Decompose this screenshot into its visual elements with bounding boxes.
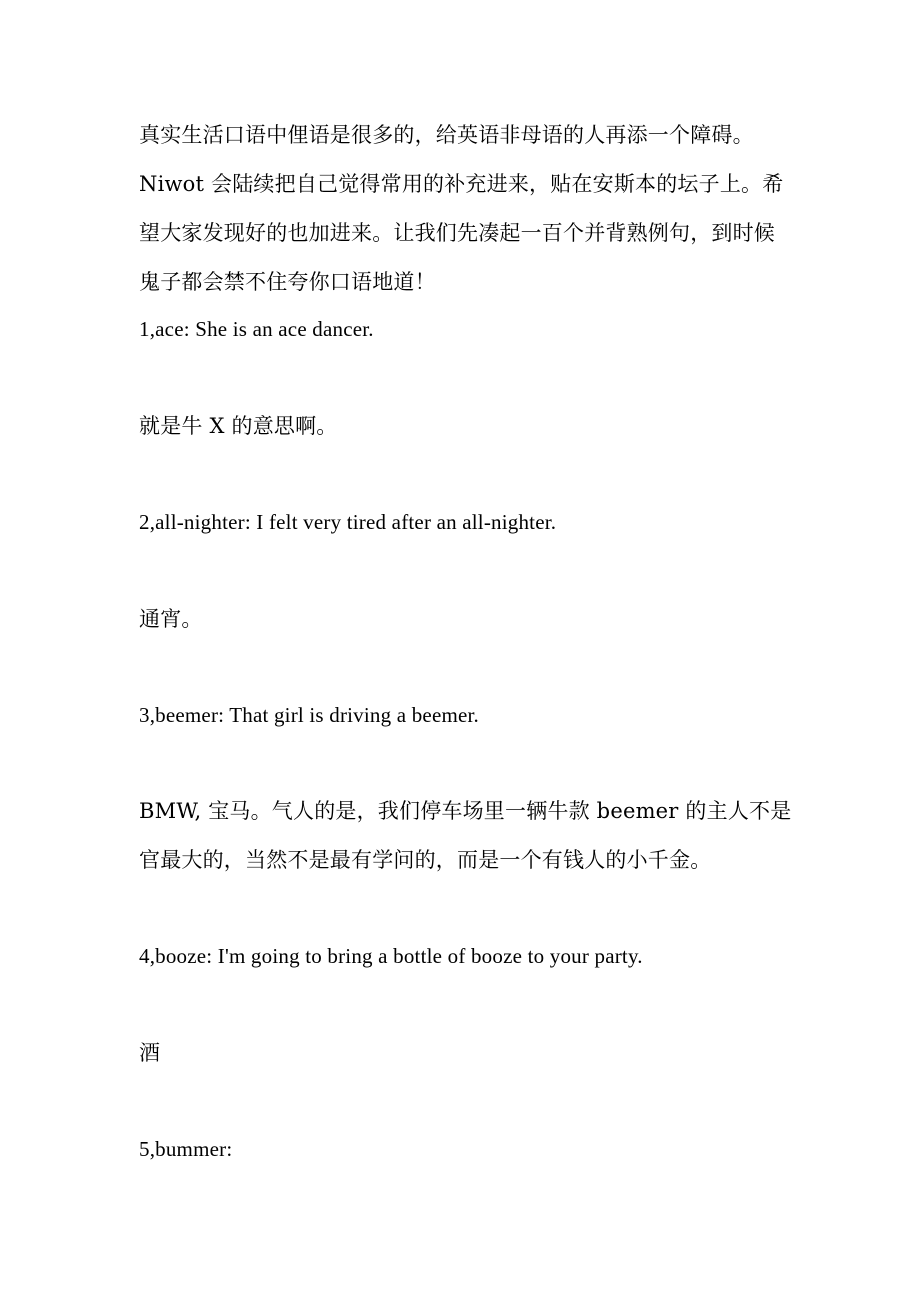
- intro-line-3: 望大家发现好的也加进来。让我们先凑起一百个并背熟例句，到时候: [139, 221, 775, 245]
- intro-line-1: 真实生活口语中俚语是很多的，给英语非母语的人再添一个障碍。: [139, 123, 754, 147]
- entry-1-note: 就是牛 X 的意思啊。: [139, 414, 338, 438]
- entry-5-example: 5,bummer:: [139, 1137, 233, 1161]
- entry-3-note-line-2: 官最大的，当然不是最有学问的，而是一个有钱人的小千金。: [139, 848, 712, 872]
- entry-2-note: 通宵。: [139, 607, 203, 631]
- entry-3-note-line-1: BMW, 宝马。气人的是，我们停车场里一辆牛款 beemer 的主人不是: [139, 799, 792, 823]
- entry-4-example: 4,booze: I'm going to bring a bottle of booze to your party.: [139, 944, 643, 968]
- entry-2-example: 2,all-nighter: I felt very tired after an all-nighter.: [139, 510, 557, 534]
- intro-line-4: 鬼子都会禁不住夸你口语地道！: [139, 270, 436, 294]
- intro-line-2: Niwot 会陆续把自己觉得常用的补充进来，贴在安斯本的坛子上。希: [139, 172, 784, 196]
- entry-1-example: 1,ace: She is an ace dancer.: [139, 317, 374, 341]
- entry-4-note: 酒: [139, 1041, 161, 1065]
- entry-3-example: 3,beemer: That girl is driving a beemer.: [139, 703, 480, 727]
